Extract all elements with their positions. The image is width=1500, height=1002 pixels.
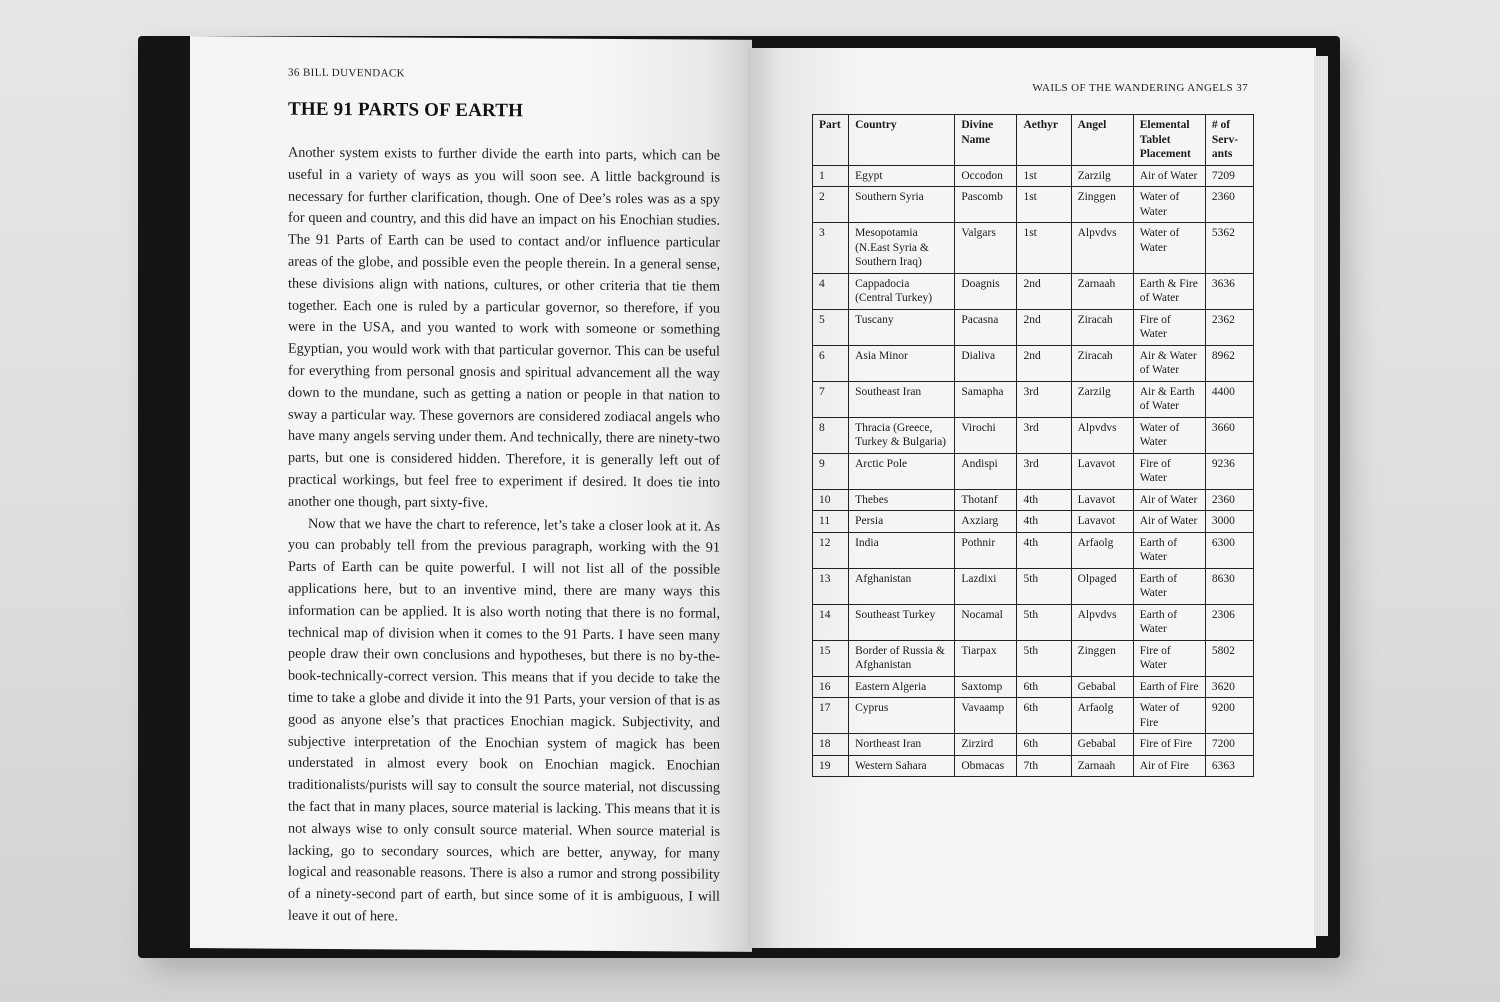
table-cell-part: 3 — [813, 223, 849, 274]
table-cell-part: 6 — [813, 345, 849, 381]
table-row — [813, 532, 1254, 568]
table-body — [813, 165, 1254, 777]
table-cell-divine: Samapha — [955, 381, 1017, 417]
left-running-head: 36 BILL DUVENDACK — [288, 66, 405, 80]
table-cell-serv: 5802 — [1205, 640, 1253, 676]
table-cell-country: Asia Minor — [849, 345, 955, 381]
table-cell-part: 11 — [813, 511, 849, 533]
table-cell-divine: Thotanf — [955, 489, 1017, 511]
table-cell-country: Northeast Iran — [849, 734, 955, 756]
table-cell-angel: Zarnaah — [1071, 755, 1133, 777]
table-cell-angel: Ziracah — [1071, 345, 1133, 381]
table-cell-divine: Vavaamp — [955, 698, 1017, 734]
table-cell-elem: Water of Fire — [1133, 698, 1205, 734]
table-cell-divine: Dialiva — [955, 345, 1017, 381]
table-cell-elem: Fire of Water — [1133, 453, 1205, 489]
table-cell-serv: 2360 — [1205, 489, 1253, 511]
table-cell-divine: Saxtomp — [955, 676, 1017, 698]
table-cell-elem: Earth & Fire of Water — [1133, 273, 1205, 309]
table-row — [813, 511, 1254, 533]
table-cell-elem: Air of Water — [1133, 511, 1205, 533]
table-cell-divine: Pascomb — [955, 187, 1017, 223]
column-header-serv: # of Serv-ants — [1205, 115, 1253, 166]
table-cell-country: India — [849, 532, 955, 568]
table-cell-serv: 6363 — [1205, 755, 1253, 777]
table-cell-country: Western Sahara — [849, 755, 955, 777]
table-cell-serv: 3660 — [1205, 417, 1253, 453]
table-cell-aethyr: 7th — [1017, 755, 1071, 777]
table-cell-serv: 9200 — [1205, 698, 1253, 734]
body-text — [288, 143, 720, 931]
table-cell-divine: Lazdixi — [955, 568, 1017, 604]
table-row — [813, 698, 1254, 734]
table-row — [813, 223, 1254, 274]
column-header-country: Country — [849, 115, 955, 166]
column-header-angel: Angel — [1071, 115, 1133, 166]
table-cell-serv: 3000 — [1205, 511, 1253, 533]
page-edges — [1314, 56, 1328, 936]
table-cell-angel: Ziracah — [1071, 309, 1133, 345]
table-cell-elem: Water of Water — [1133, 417, 1205, 453]
table-cell-angel: Arfaolg — [1071, 698, 1133, 734]
table-cell-angel: Gebabal — [1071, 676, 1133, 698]
table-cell-aethyr: 4th — [1017, 489, 1071, 511]
right-running-head: WAILS OF THE WANDERING ANGELS 37 — [1032, 82, 1248, 94]
table-cell-part: 12 — [813, 532, 849, 568]
table-cell-serv: 7209 — [1205, 165, 1253, 187]
table-cell-aethyr: 2nd — [1017, 345, 1071, 381]
paragraph-2: Now that we have the chart to reference, let’s take a closer look at it. As you can probably tell from the previous paragraph, working with the 91 Parts of Earth can be quite powerful. I will not list all of the possible applications here, but to an inventive mind, there are many ways this information can be applied. It is also worth noting that there is no formal, technical map of division when it comes to the 91 Parts. I have seen many people draw their own conclusions and hypotheses, but there is no by-the-book-technically-correct version. This means that if you decide to take the time to take a globe and divide it into the 91 Parts, your version of that is as good as anyone else’s that practices Enochian magick. Subjectivity, and subjective interpretation of the Enochian system of magick has been understated in almost every book on Enochian magick. Enochian traditionalists/purists will say to consult the source material, not discussing the fact that in many places, source material is lacking. This means that it is not always wise to only consult source material. When source material is lacking, go to secondary sources, which are better, anyway, for many logical and reasonable reasons. There is also a rumor and strong possibility of a ninety-second part of earth, but since some of it is ambiguous, I will leave it out of here. — [288, 515, 720, 925]
right-page — [748, 48, 1316, 948]
table-row — [813, 309, 1254, 345]
table-cell-aethyr: 6th — [1017, 698, 1071, 734]
table-row — [813, 273, 1254, 309]
table-cell-serv: 7200 — [1205, 734, 1253, 756]
table-cell-angel: Lavavot — [1071, 489, 1133, 511]
table-cell-aethyr: 3rd — [1017, 417, 1071, 453]
table-cell-divine: Valgars — [955, 223, 1017, 274]
table-cell-elem: Earth of Fire — [1133, 676, 1205, 698]
table-header — [813, 115, 1254, 166]
table-cell-part: 17 — [813, 698, 849, 734]
table-row — [813, 417, 1254, 453]
table-cell-part: 15 — [813, 640, 849, 676]
table-cell-aethyr: 6th — [1017, 676, 1071, 698]
table-cell-aethyr: 3rd — [1017, 381, 1071, 417]
table-cell-angel: Alpvdvs — [1071, 604, 1133, 640]
table-cell-aethyr: 4th — [1017, 532, 1071, 568]
table-cell-part: 5 — [813, 309, 849, 345]
table-cell-angel: Zinggen — [1071, 640, 1133, 676]
table-cell-divine: Andispi — [955, 453, 1017, 489]
table-cell-serv: 8630 — [1205, 568, 1253, 604]
table-cell-country: Tuscany — [849, 309, 955, 345]
table-cell-aethyr: 4th — [1017, 511, 1071, 533]
table-cell-elem: Air & Earth of Water — [1133, 381, 1205, 417]
table-cell-country: Eastern Algeria — [849, 676, 955, 698]
table-cell-elem: Air of Water — [1133, 165, 1205, 187]
column-header-aethyr: Aethyr — [1017, 115, 1071, 166]
column-header-divine: Divine Name — [955, 115, 1017, 166]
table-cell-country: Persia — [849, 511, 955, 533]
table-cell-divine: Axziarg — [955, 511, 1017, 533]
column-header-part: Part — [813, 115, 849, 166]
table-cell-country: Southeast Iran — [849, 381, 955, 417]
table-cell-country: Thebes — [849, 489, 955, 511]
table-cell-part: 18 — [813, 734, 849, 756]
table-cell-aethyr: 1st — [1017, 187, 1071, 223]
table-cell-angel: Olpaged — [1071, 568, 1133, 604]
table-cell-serv: 9236 — [1205, 453, 1253, 489]
table-cell-divine: Pothnir — [955, 532, 1017, 568]
parts-of-earth-table — [812, 114, 1254, 777]
table-row — [813, 453, 1254, 489]
table-cell-angel: Lavavot — [1071, 453, 1133, 489]
table-cell-divine: Nocamal — [955, 604, 1017, 640]
column-header-elem: Elemental Tablet Placement — [1133, 115, 1205, 166]
table-cell-part: 7 — [813, 381, 849, 417]
table-cell-aethyr: 5th — [1017, 640, 1071, 676]
table-cell-country: Cappadocia (Central Turkey) — [849, 273, 955, 309]
table-cell-part: 1 — [813, 165, 849, 187]
table-header-row — [813, 115, 1254, 166]
table-row — [813, 489, 1254, 511]
table-row — [813, 755, 1254, 777]
chapter-title: THE 91 PARTS OF EARTH — [288, 98, 524, 122]
table-cell-angel: Alpvdvs — [1071, 417, 1133, 453]
table-row — [813, 676, 1254, 698]
table-row — [813, 165, 1254, 187]
table-cell-country: Southern Syria — [849, 187, 955, 223]
parts-of-earth-table-wrap — [812, 114, 1254, 777]
table-cell-divine: Occodon — [955, 165, 1017, 187]
table-cell-country: Afghanistan — [849, 568, 955, 604]
table-cell-country: Cyprus — [849, 698, 955, 734]
table-cell-elem: Water of Water — [1133, 223, 1205, 274]
table-cell-aethyr: 5th — [1017, 604, 1071, 640]
table-cell-part: 14 — [813, 604, 849, 640]
table-cell-country: Border of Russia & Afghanistan — [849, 640, 955, 676]
table-cell-aethyr: 5th — [1017, 568, 1071, 604]
table-cell-country: Thracia (Greece, Turkey & Bulgaria) — [849, 417, 955, 453]
table-cell-aethyr: 3rd — [1017, 453, 1071, 489]
table-cell-serv: 3620 — [1205, 676, 1253, 698]
table-cell-elem: Air of Fire — [1133, 755, 1205, 777]
table-cell-elem: Fire of Fire — [1133, 734, 1205, 756]
table-cell-divine: Pacasna — [955, 309, 1017, 345]
table-cell-aethyr: 2nd — [1017, 309, 1071, 345]
table-cell-angel: Zarzilg — [1071, 381, 1133, 417]
table-cell-angel: Gebabal — [1071, 734, 1133, 756]
table-cell-part: 9 — [813, 453, 849, 489]
table-cell-serv: 6300 — [1205, 532, 1253, 568]
table-cell-part: 10 — [813, 489, 849, 511]
table-row — [813, 734, 1254, 756]
table-cell-part: 4 — [813, 273, 849, 309]
table-cell-part: 13 — [813, 568, 849, 604]
table-row — [813, 381, 1254, 417]
table-cell-country: Egypt — [849, 165, 955, 187]
table-cell-angel: Zinggen — [1071, 187, 1133, 223]
table-cell-aethyr: 6th — [1017, 734, 1071, 756]
table-row — [813, 187, 1254, 223]
table-cell-divine: Zirzird — [955, 734, 1017, 756]
table-cell-serv: 5362 — [1205, 223, 1253, 274]
table-cell-aethyr: 1st — [1017, 223, 1071, 274]
table-cell-serv: 2362 — [1205, 309, 1253, 345]
table-cell-angel: Arfaolg — [1071, 532, 1133, 568]
table-cell-part: 16 — [813, 676, 849, 698]
table-cell-divine: Virochi — [955, 417, 1017, 453]
table-cell-angel: Zarzilg — [1071, 165, 1133, 187]
table-cell-part: 19 — [813, 755, 849, 777]
paragraph-1: Another system exists to further divide the earth into parts, which can be useful in a variety of ways as you will soon see. A little background is necessary for further clarification, though. One of Dee’s roles was as a spy for queen and country, and this did have an impact on his Enochian studies. The 91 Parts of Earth can be used to contact and/or influence particular areas of the globe, and possible even the people therein. In a general sense, these divisions align with nations, cultures, or other criteria that tie them together. Each one is ruled by a particular governor, so therefore, if you were in the USA, and you wanted to work with someone or something Egyptian, you would work with that particular governor. This can be useful for everything from personal gnosis and spiritual advancement all the way down to the mundane, such as getting a nation or people in that nation to sway a particular way. These governors are considered zodiacal angels who have many angels serving under them. And technically, there are ninety-two parts, but one is considered hidden. Therefore, it is generally left out of practical workings, but feel free to experiment if desired. It does tie into another one though, part sixty-five. — [288, 144, 720, 511]
table-cell-elem: Fire of Water — [1133, 309, 1205, 345]
table-cell-serv: 4400 — [1205, 381, 1253, 417]
table-row — [813, 604, 1254, 640]
table-cell-elem: Earth of Water — [1133, 568, 1205, 604]
table-cell-aethyr: 2nd — [1017, 273, 1071, 309]
table-cell-country: Arctic Pole — [849, 453, 955, 489]
table-cell-part: 8 — [813, 417, 849, 453]
table-row — [813, 345, 1254, 381]
table-cell-elem: Air & Water of Water — [1133, 345, 1205, 381]
table-cell-aethyr: 1st — [1017, 165, 1071, 187]
table-cell-serv: 3636 — [1205, 273, 1253, 309]
table-row — [813, 640, 1254, 676]
table-cell-divine: Doagnis — [955, 273, 1017, 309]
table-cell-elem: Air of Water — [1133, 489, 1205, 511]
table-cell-country: Mesopotamia (N.East Syria & Southern Iraq) — [849, 223, 955, 274]
table-cell-angel: Alpvdvs — [1071, 223, 1133, 274]
table-cell-country: Southeast Turkey — [849, 604, 955, 640]
table-cell-serv: 8962 — [1205, 345, 1253, 381]
table-cell-divine: Obmacas — [955, 755, 1017, 777]
table-cell-part: 2 — [813, 187, 849, 223]
left-page — [190, 36, 752, 952]
table-cell-elem: Fire of Water — [1133, 640, 1205, 676]
table-cell-serv: 2306 — [1205, 604, 1253, 640]
table-row — [813, 568, 1254, 604]
table-cell-divine: Tiarpax — [955, 640, 1017, 676]
table-cell-angel: Zarnaah — [1071, 273, 1133, 309]
table-cell-elem: Water of Water — [1133, 187, 1205, 223]
table-cell-elem: Earth of Water — [1133, 532, 1205, 568]
table-cell-elem: Earth of Water — [1133, 604, 1205, 640]
table-cell-angel: Lavavot — [1071, 511, 1133, 533]
table-cell-serv: 2360 — [1205, 187, 1253, 223]
